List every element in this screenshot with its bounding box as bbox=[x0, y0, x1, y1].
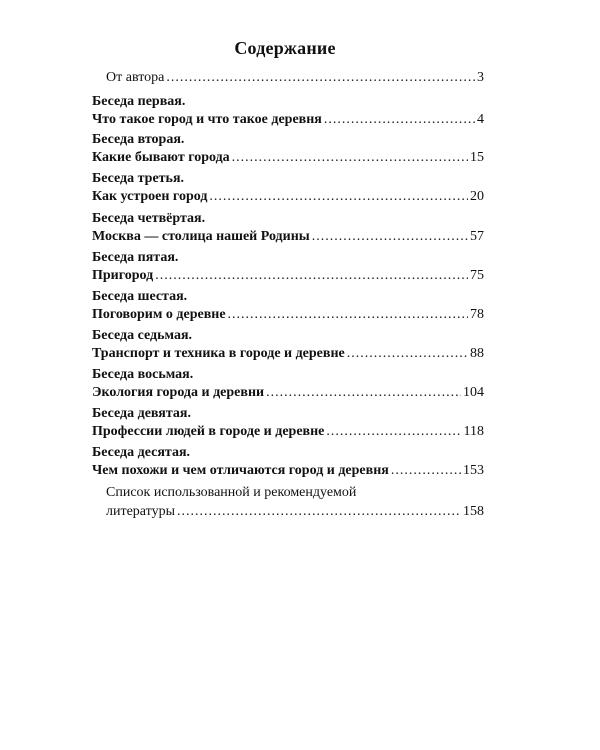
toc-page-number: 88 bbox=[470, 346, 484, 361]
toc-chapter-heading: Беседа третья. bbox=[92, 171, 185, 186]
page-title: Содержание bbox=[234, 38, 336, 58]
toc-entry-2 bbox=[92, 131, 484, 167]
toc-entry-1 bbox=[92, 93, 484, 129]
toc-entry-8 bbox=[92, 366, 484, 402]
toc-entry-title-line1: Список использованной и рекомендуемой bbox=[106, 485, 357, 500]
toc-entry-title: Поговорим о деревне bbox=[92, 307, 226, 322]
toc-entry-title: Какие бывают города bbox=[92, 150, 230, 165]
toc-entry-7 bbox=[92, 327, 484, 363]
toc-entry-title: Экология города и деревни bbox=[92, 385, 265, 400]
dot-leader bbox=[312, 227, 468, 246]
dot-leader bbox=[266, 383, 461, 402]
toc-page-number: 75 bbox=[470, 268, 484, 283]
toc-entry-title: литературы bbox=[106, 504, 176, 519]
dot-leader bbox=[326, 422, 461, 441]
toc-entry-10 bbox=[92, 444, 484, 480]
toc-entry-title: От автора bbox=[106, 70, 165, 85]
toc-page-number: 57 bbox=[470, 229, 484, 244]
dot-leader bbox=[166, 68, 475, 87]
toc-entry-title: Профессии людей в городе и деревне bbox=[92, 424, 325, 439]
toc-entry-6 bbox=[92, 288, 484, 324]
toc-chapter-heading: Беседа четвёртая. bbox=[92, 211, 206, 226]
toc-entry-title: Транспорт и техника в городе и деревне bbox=[92, 346, 345, 361]
toc-chapter-heading: Беседа первая. bbox=[92, 94, 186, 109]
dot-leader bbox=[209, 187, 468, 206]
toc-chapter-heading: Беседа шестая. bbox=[92, 289, 188, 304]
toc-entry-title: Как устроен город bbox=[92, 189, 208, 204]
toc-page-number: 20 bbox=[470, 189, 484, 204]
toc-entry-bibliography bbox=[92, 483, 484, 521]
dot-leader bbox=[324, 110, 475, 129]
toc-chapter-heading: Беседа пятая. bbox=[92, 250, 179, 265]
toc-page-number: 78 bbox=[470, 307, 484, 322]
dot-leader bbox=[391, 461, 461, 480]
toc-chapter-heading: Беседа седьмая. bbox=[92, 328, 193, 343]
toc-page-number: 15 bbox=[470, 150, 484, 165]
toc-entry-title: Что такое город и что такое деревня bbox=[92, 112, 322, 127]
dot-leader bbox=[177, 502, 461, 521]
toc-chapter-heading: Беседа вторая. bbox=[92, 132, 185, 147]
toc-entry-4 bbox=[92, 210, 484, 246]
toc-page-number: 153 bbox=[463, 463, 484, 478]
toc-page-number: 118 bbox=[463, 424, 484, 439]
toc-page-number: 3 bbox=[477, 70, 484, 85]
toc-entry-title: Пригород bbox=[92, 268, 154, 283]
toc-chapter-heading: Беседа девятая. bbox=[92, 406, 192, 421]
toc-entry-3 bbox=[92, 170, 484, 206]
dot-leader bbox=[228, 305, 468, 324]
toc-entry-9 bbox=[92, 405, 484, 441]
dot-leader bbox=[232, 148, 468, 167]
toc-page-number: 4 bbox=[477, 112, 484, 127]
toc-entry-title: Москва — столица нашей Родины bbox=[92, 229, 310, 244]
toc-chapter-heading: Беседа восьмая. bbox=[92, 367, 194, 382]
toc-chapter-heading: Беседа десятая. bbox=[92, 445, 191, 460]
toc-entry-5 bbox=[92, 249, 484, 285]
dot-leader bbox=[155, 266, 468, 285]
toc-page-number: 104 bbox=[463, 385, 484, 400]
toc-page-number: 158 bbox=[463, 504, 484, 519]
toc-entry-author bbox=[92, 68, 484, 87]
toc-entry-title: Чем похожи и чем отличаются город и деревня bbox=[92, 463, 389, 478]
dot-leader bbox=[347, 344, 468, 363]
